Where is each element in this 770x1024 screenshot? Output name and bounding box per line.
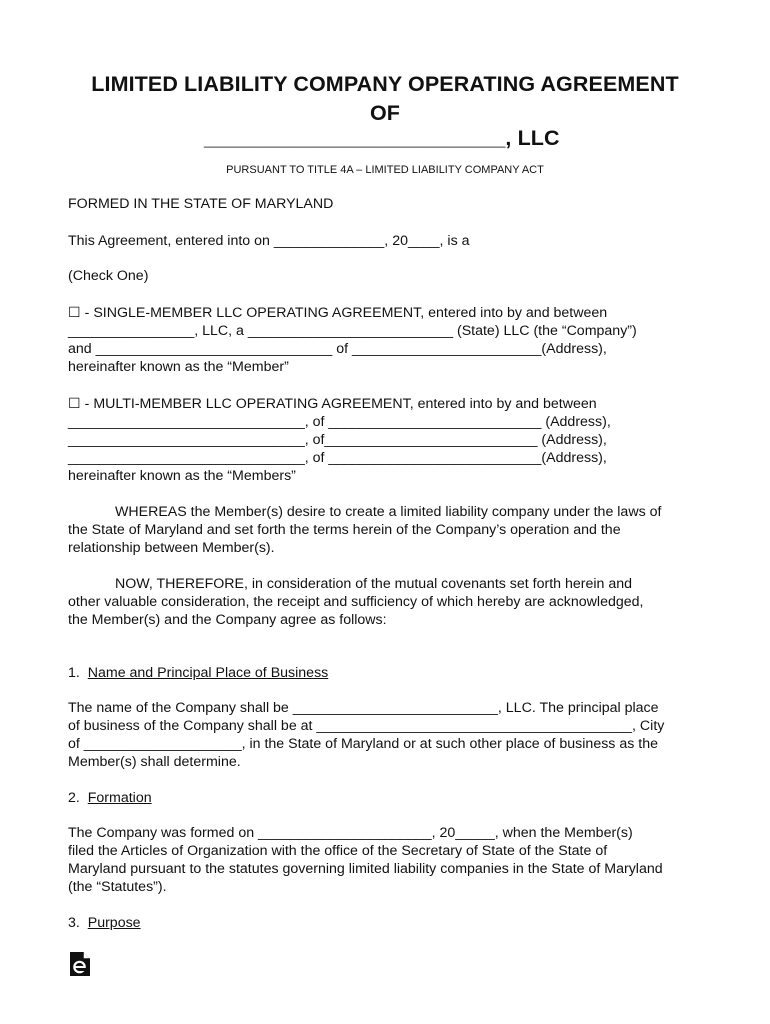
section-1-line: of business of the Company shall be at ________________________________________, City bbox=[68, 718, 665, 734]
section-number: 3. bbox=[68, 915, 80, 931]
section-title: Name and Principal Place of Business bbox=[87, 665, 329, 681]
document-title-line-1: LIMITED LIABILITY COMPANY OPERATING AGREEMENT bbox=[91, 72, 679, 96]
section-1-heading bbox=[68, 664, 328, 682]
multi-member-line: hereinafter known as the “Members” bbox=[68, 468, 296, 484]
section-1-line: of ____________________, in the State of Maryland or at such other place of business as the bbox=[68, 736, 658, 752]
section-2-line: (the “Statutes”). bbox=[68, 879, 167, 895]
single-member-checkbox-line[interactable]: ☐ - SINGLE-MEMBER LLC OPERATING AGREEMENT, entered into by and between bbox=[68, 305, 608, 321]
section-title: Purpose bbox=[87, 915, 141, 931]
section-2-line: The Company was formed on ______________________, 20_____, when the Member(s) bbox=[68, 825, 633, 841]
now-therefore-line: the Member(s) and the Company agree as follows: bbox=[68, 612, 387, 628]
multi-member-line: ______________________________, of___________________________ (Address), bbox=[68, 432, 607, 448]
agreement-date-line: This Agreement, entered into on ______________, 20____, is a bbox=[68, 233, 470, 249]
section-1-line: Member(s) shall determine. bbox=[68, 754, 241, 770]
formed-statement: FORMED IN THE STATE OF MARYLAND bbox=[68, 196, 334, 212]
multi-member-checkbox-line[interactable]: ☐ - MULTI-MEMBER LLC OPERATING AGREEMENT, entered into by and between bbox=[68, 396, 597, 412]
single-member-line: hereinafter known as the “Member” bbox=[68, 359, 289, 375]
multi-member-line: ______________________________, of ___________________________ (Address), bbox=[68, 414, 611, 430]
section-number: 2. bbox=[68, 790, 80, 806]
whereas-line: relationship between Member(s). bbox=[68, 540, 275, 556]
eforms-logo-icon bbox=[67, 951, 93, 977]
now-therefore-line: NOW, THEREFORE, in consideration of the mutual covenants set forth herein and bbox=[115, 576, 633, 592]
single-member-line: and ______________________________ of ________________________(Address), bbox=[68, 341, 607, 357]
section-3-heading bbox=[68, 914, 141, 932]
document-title-company-name: _________________________, LLC bbox=[204, 126, 560, 150]
single-member-line: ________________, LLC, a __________________________ (State) LLC (the “Company”) bbox=[68, 323, 637, 339]
section-2-line: Maryland pursuant to the statutes governing limited liability companies in the State of Maryland bbox=[68, 861, 663, 877]
document-subtitle: PURSUANT TO TITLE 4A – LIMITED LIABILITY COMPANY ACT bbox=[226, 164, 544, 176]
section-1-line: The name of the Company shall be __________________________, LLC. The principal place bbox=[68, 700, 659, 716]
section-title: Formation bbox=[87, 790, 152, 806]
section-2-heading bbox=[68, 789, 152, 807]
document-title-line-2: OF bbox=[369, 101, 401, 125]
whereas-line: the State of Maryland and set forth the terms herein of the Company’s operation and the bbox=[68, 522, 621, 538]
whereas-line: WHEREAS the Member(s) desire to create a limited liability company under the laws of bbox=[115, 504, 662, 520]
section-number: 1. bbox=[68, 665, 80, 681]
multi-member-line: ______________________________, of ___________________________(Address), bbox=[68, 450, 607, 466]
now-therefore-line: other valuable consideration, the receipt and sufficiency of which hereby are acknowledged, bbox=[68, 594, 644, 610]
section-2-line: filed the Articles of Organization with the office of the Secretary of State of the State of bbox=[68, 843, 608, 859]
check-one-label: (Check One) bbox=[68, 268, 149, 284]
